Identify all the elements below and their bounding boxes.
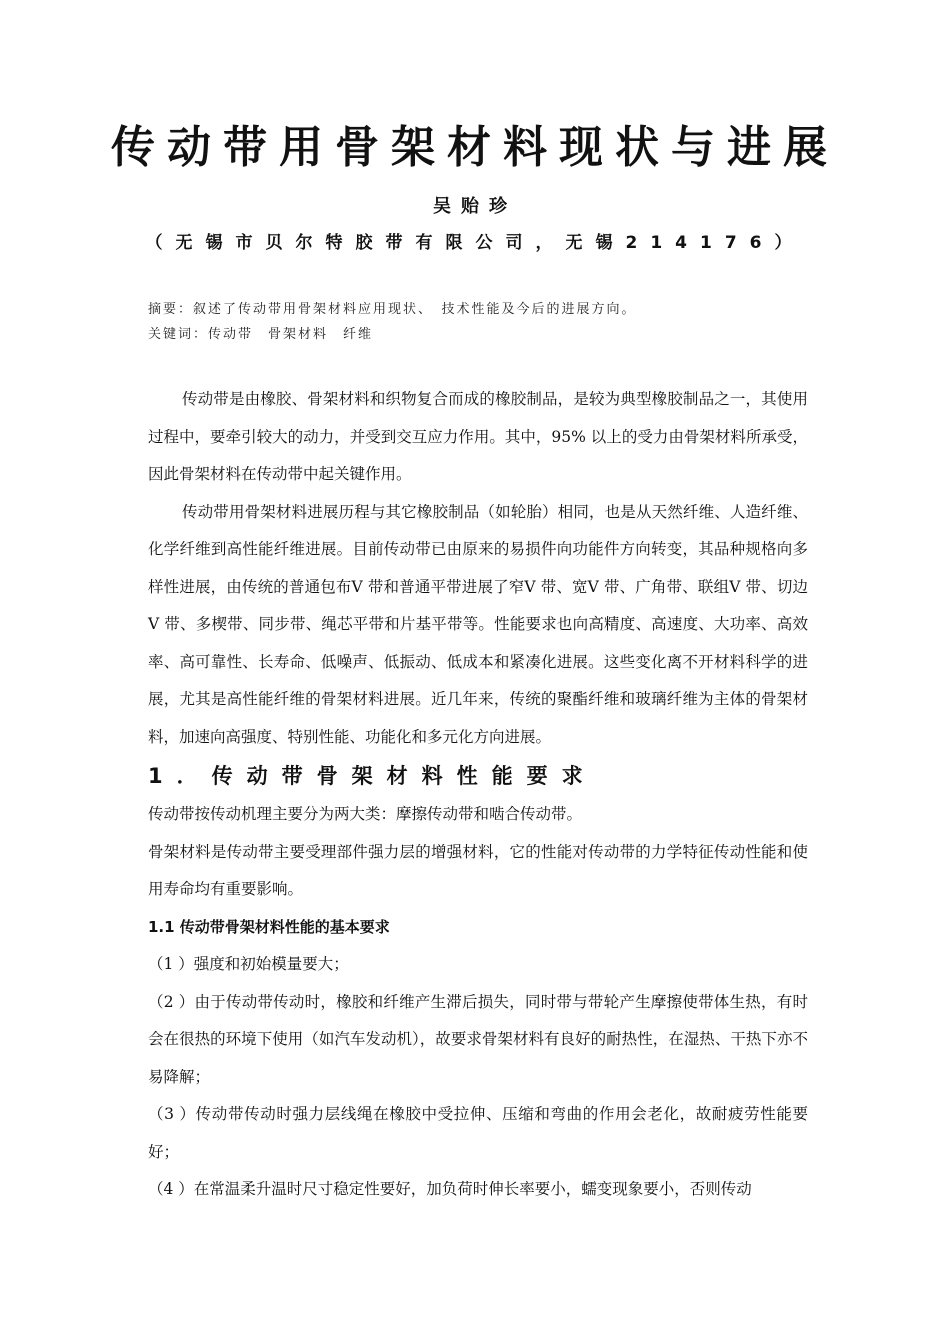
abstract: 摘要：叙述了传动带用骨架材料应用现状、 技术性能及今后的进展方向。 xyxy=(148,302,637,317)
paragraph-history: 传动带用骨架材料进展历程与其它橡胶制品（如轮胎）相同，也是从天然纤维、人造纤维、化学纤维到高性能纤维进展。目前传动带已由原来的易损件向功能件方向转变，其品种规格向多样性进展，由传统的普通包布V 带和普通平带进展了窄V 带、宽V 带、广角带、联组V 带、切边V 带、多楔带、同步带、绳芯平带和片基平带等。性能要求也向高精度、高速度、大功率、高效率、高可靠性、长寿命、低噪声、低振动、低成本和紧凑化进展。这些变化离不开材料科学的进展，尤其是高性能纤维的骨架材料进展。近几年来，传统的聚酯纤维和玻璃纤维为主体的骨架材料，加速向高强度、特别性能、功能化和多元化方向进展。 xyxy=(148,502,808,746)
list-item-1: （1 ）强度和初始模量要大； xyxy=(148,955,349,973)
author-affiliation: （无锡市贝尔特胶带有限公司，无锡214176） xyxy=(145,233,805,253)
subsection-heading-1-1: 1.1 传动带骨架材料性能的基本要求 xyxy=(148,917,390,936)
list-item-2: （2 ）由于传动带传动时，橡胶和纤维产生滞后损失，同时带与带轮产生摩擦使带体生热，有时会在很热的环境下使用（如汽车发动机），故要求骨架材料有良好的耐热性，在湿热、干热下亦不易降解； xyxy=(148,992,808,1086)
author-name: 吴贻珍 xyxy=(433,196,517,217)
paper-title: 传动带用骨架材料现状与进展 xyxy=(111,122,839,173)
paragraph-intro: 传动带是由橡胶、骨架材料和织物复合而成的橡胶制品，是较为典型橡胶制品之一，其使用过程中，要牵引较大的动力，并受到交互应力作用。其中，95% 以上的受力由骨架材料所承受，因此骨架材料在传动带中起关键作用。 xyxy=(148,390,808,483)
list-item-4: （4 ）在常温柔升温时尺寸稳定性要好，加负荷时伸长率要小，蠕变现象要小，否则传动 xyxy=(148,1180,752,1198)
body-text xyxy=(148,381,808,1209)
list-item-3: （3 ）传动带传动时强力层线绳在橡胶中受拉伸、压缩和弯曲的作用会老化，故耐疲劳性能要好； xyxy=(148,1105,808,1161)
paragraph-belt-types: 传动带按传动机理主要分为两大类：摩擦传动带和啮合传动带。 xyxy=(148,805,583,823)
paragraph-skeleton-role: 骨架材料是传动带主要受理部件强力层的增强材料，它的性能对传动带的力学特征传动性能和使用寿命均有重要影响。 xyxy=(148,842,808,898)
keywords: 关键词：传动带 骨架材料 纤维 xyxy=(148,327,374,342)
section-heading-1: 1．传动带骨架材料性能要求 xyxy=(148,764,597,788)
